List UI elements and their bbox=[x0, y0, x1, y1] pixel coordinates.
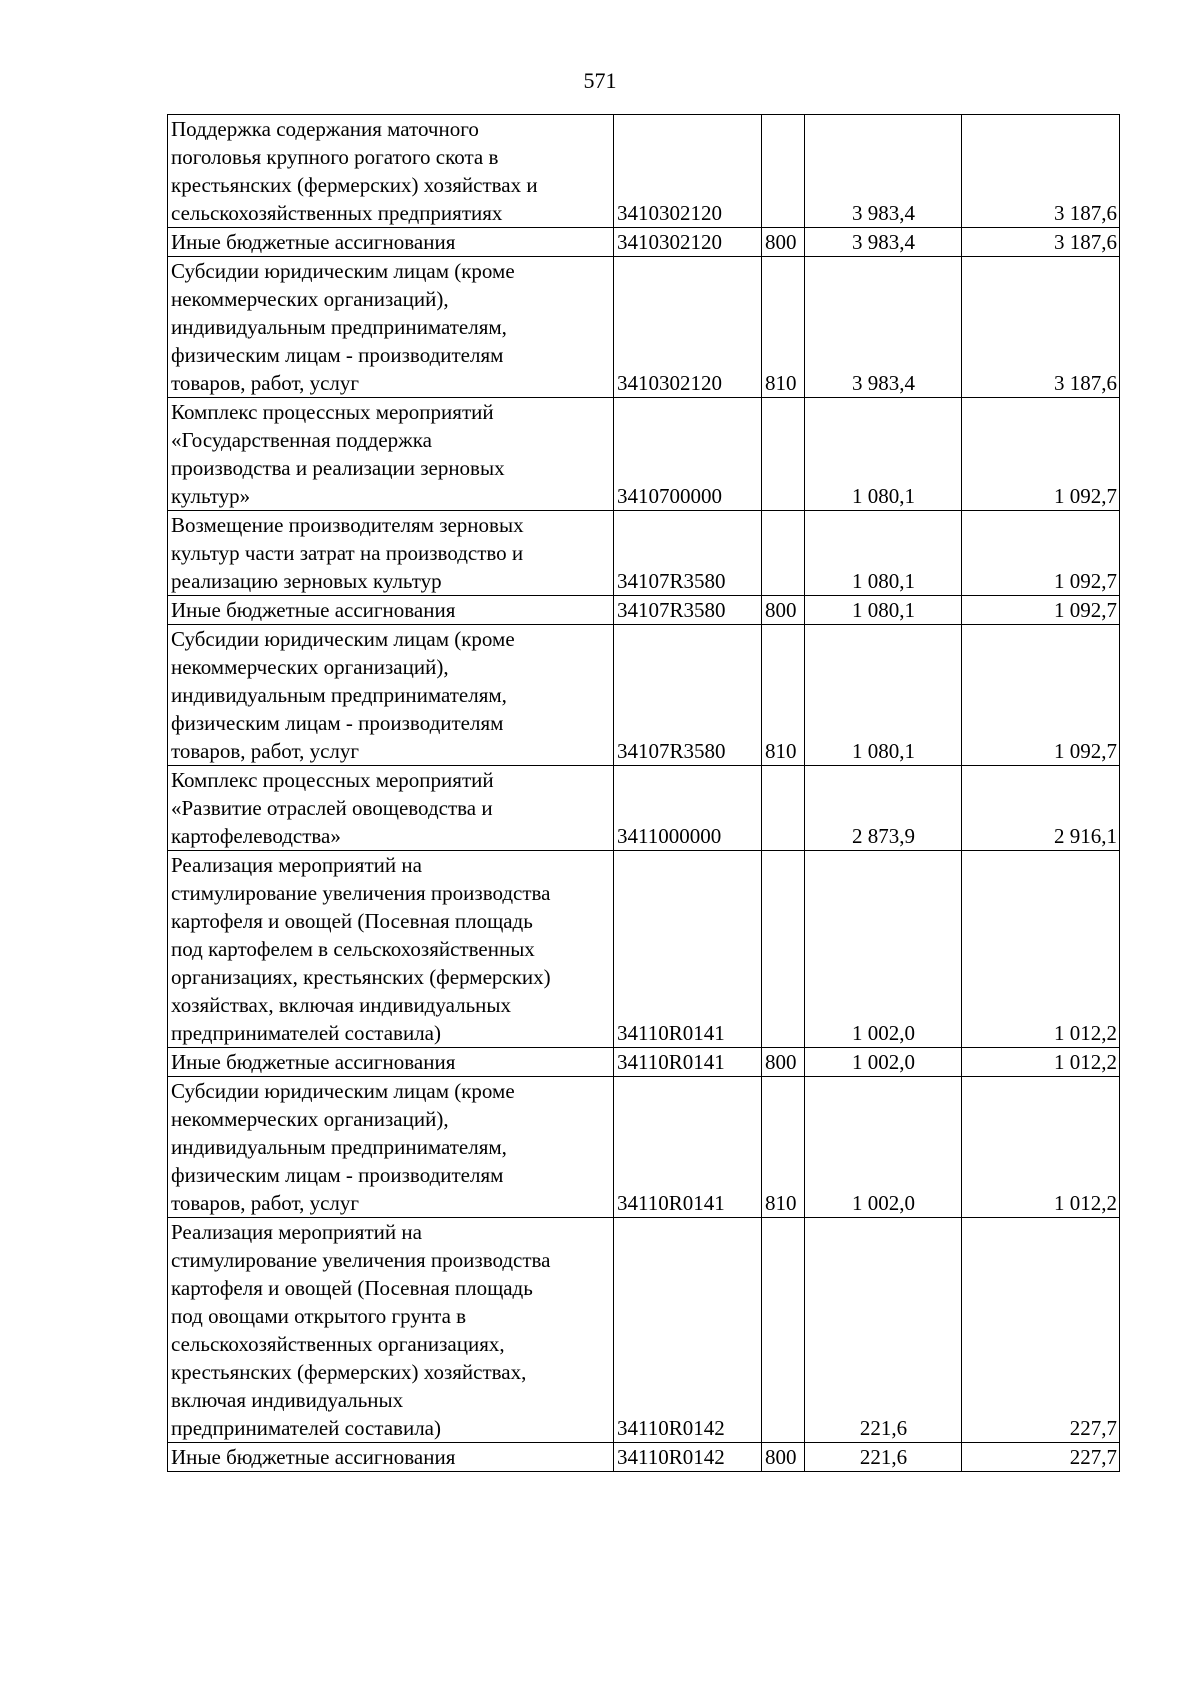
row-amount-2: 1 092,7 bbox=[962, 596, 1120, 625]
row-name: Комплекс процессных мероприятий «Государственная поддержка производства и реализации зерновых культур» bbox=[168, 398, 614, 511]
row-expense-type: 810 bbox=[762, 625, 805, 766]
row-target-code: 34110R0142 bbox=[614, 1218, 762, 1443]
row-target-code: 3410302120 bbox=[614, 228, 762, 257]
row-expense-type bbox=[762, 766, 805, 851]
row-name: Реализация мероприятий на стимулирование увеличения производства картофеля и овощей (Посевная площадь под картофелем в сельскохозяйственных организациях, крестьянских (фермерских) хозяйствах, включая индивидуальных предпринимателей составила) bbox=[168, 851, 614, 1048]
row-amount-1: 1 080,1 bbox=[805, 398, 962, 511]
table-row bbox=[168, 625, 1120, 766]
table-row bbox=[168, 257, 1120, 398]
row-amount-2: 3 187,6 bbox=[962, 257, 1120, 398]
row-expense-type: 800 bbox=[762, 1443, 805, 1472]
budget-table-body bbox=[168, 115, 1120, 1472]
table-row bbox=[168, 228, 1120, 257]
row-expense-type: 800 bbox=[762, 228, 805, 257]
row-expense-type bbox=[762, 1218, 805, 1443]
row-amount-1: 3 983,4 bbox=[805, 115, 962, 228]
row-amount-1: 1 080,1 bbox=[805, 596, 962, 625]
row-name: Субсидии юридическим лицам (кроме некоммерческих организаций), индивидуальным предпринимателям, физическим лицам - производителям товаров, работ, услуг bbox=[168, 625, 614, 766]
row-name: Комплекс процессных мероприятий «Развитие отраслей овощеводства и картофелеводства» bbox=[168, 766, 614, 851]
table-row bbox=[168, 851, 1120, 1048]
row-target-code: 34110R0141 bbox=[614, 1048, 762, 1077]
row-expense-type bbox=[762, 851, 805, 1048]
table-row bbox=[168, 1077, 1120, 1218]
row-target-code: 3411000000 bbox=[614, 766, 762, 851]
row-expense-type: 800 bbox=[762, 596, 805, 625]
row-amount-1: 1 002,0 bbox=[805, 1048, 962, 1077]
table-row bbox=[168, 115, 1120, 228]
row-amount-1: 1 002,0 bbox=[805, 1077, 962, 1218]
row-amount-2: 1 012,2 bbox=[962, 1077, 1120, 1218]
row-expense-type bbox=[762, 511, 805, 596]
row-amount-1: 3 983,4 bbox=[805, 257, 962, 398]
row-amount-1: 3 983,4 bbox=[805, 228, 962, 257]
row-name: Иные бюджетные ассигнования bbox=[168, 596, 614, 625]
row-amount-2: 1 092,7 bbox=[962, 625, 1120, 766]
row-target-code: 34110R0141 bbox=[614, 851, 762, 1048]
row-target-code: 3410302120 bbox=[614, 115, 762, 228]
table-row bbox=[168, 596, 1120, 625]
row-name: Возмещение производителям зерновых культур части затрат на производство и реализацию зерновых культур bbox=[168, 511, 614, 596]
table-row bbox=[168, 511, 1120, 596]
table-row bbox=[168, 1443, 1120, 1472]
row-target-code: 34107R3580 bbox=[614, 596, 762, 625]
row-expense-type: 800 bbox=[762, 1048, 805, 1077]
row-amount-2: 2 916,1 bbox=[962, 766, 1120, 851]
row-amount-2: 1 012,2 bbox=[962, 851, 1120, 1048]
table-row bbox=[168, 398, 1120, 511]
row-amount-1: 1 002,0 bbox=[805, 851, 962, 1048]
row-target-code: 3410302120 bbox=[614, 257, 762, 398]
row-name: Субсидии юридическим лицам (кроме некоммерческих организаций), индивидуальным предпринимателям, физическим лицам - производителям товаров, работ, услуг bbox=[168, 257, 614, 398]
row-name: Иные бюджетные ассигнования bbox=[168, 1443, 614, 1472]
row-amount-2: 1 092,7 bbox=[962, 398, 1120, 511]
row-amount-1: 221,6 bbox=[805, 1443, 962, 1472]
row-target-code: 3410700000 bbox=[614, 398, 762, 511]
row-amount-2: 3 187,6 bbox=[962, 115, 1120, 228]
row-amount-2: 227,7 bbox=[962, 1443, 1120, 1472]
row-amount-1: 221,6 bbox=[805, 1218, 962, 1443]
table-row bbox=[168, 766, 1120, 851]
row-amount-2: 227,7 bbox=[962, 1218, 1120, 1443]
table-row bbox=[168, 1218, 1120, 1443]
row-amount-2: 1 092,7 bbox=[962, 511, 1120, 596]
row-expense-type bbox=[762, 115, 805, 228]
row-target-code: 34107R3580 bbox=[614, 625, 762, 766]
row-name: Реализация мероприятий на стимулирование увеличения производства картофеля и овощей (Посевная площадь под овощами открытого грунта в сельскохозяйственных организациях, крестьянских (фермерских) хозяйствах, включая индивидуальных предпринимателей составила) bbox=[168, 1218, 614, 1443]
row-amount-2: 1 012,2 bbox=[962, 1048, 1120, 1077]
row-name: Иные бюджетные ассигнования bbox=[168, 1048, 614, 1077]
row-expense-type: 810 bbox=[762, 1077, 805, 1218]
row-amount-1: 1 080,1 bbox=[805, 625, 962, 766]
row-name: Иные бюджетные ассигнования bbox=[168, 228, 614, 257]
row-name: Субсидии юридическим лицам (кроме некоммерческих организаций), индивидуальным предпринимателям, физическим лицам - производителям товаров, работ, услуг bbox=[168, 1077, 614, 1218]
row-target-code: 34107R3580 bbox=[614, 511, 762, 596]
row-amount-1: 2 873,9 bbox=[805, 766, 962, 851]
row-target-code: 34110R0141 bbox=[614, 1077, 762, 1218]
row-target-code: 34110R0142 bbox=[614, 1443, 762, 1472]
page-number: 571 bbox=[583, 68, 617, 93]
table-row bbox=[168, 1048, 1120, 1077]
row-expense-type: 810 bbox=[762, 257, 805, 398]
row-name: Поддержка содержания маточного поголовья крупного рогатого скота в крестьянских (фермерских) хозяйствах и сельскохозяйственных предприятиях bbox=[168, 115, 614, 228]
budget-table bbox=[167, 114, 1120, 1472]
row-expense-type bbox=[762, 398, 805, 511]
row-amount-1: 1 080,1 bbox=[805, 511, 962, 596]
row-amount-2: 3 187,6 bbox=[962, 228, 1120, 257]
